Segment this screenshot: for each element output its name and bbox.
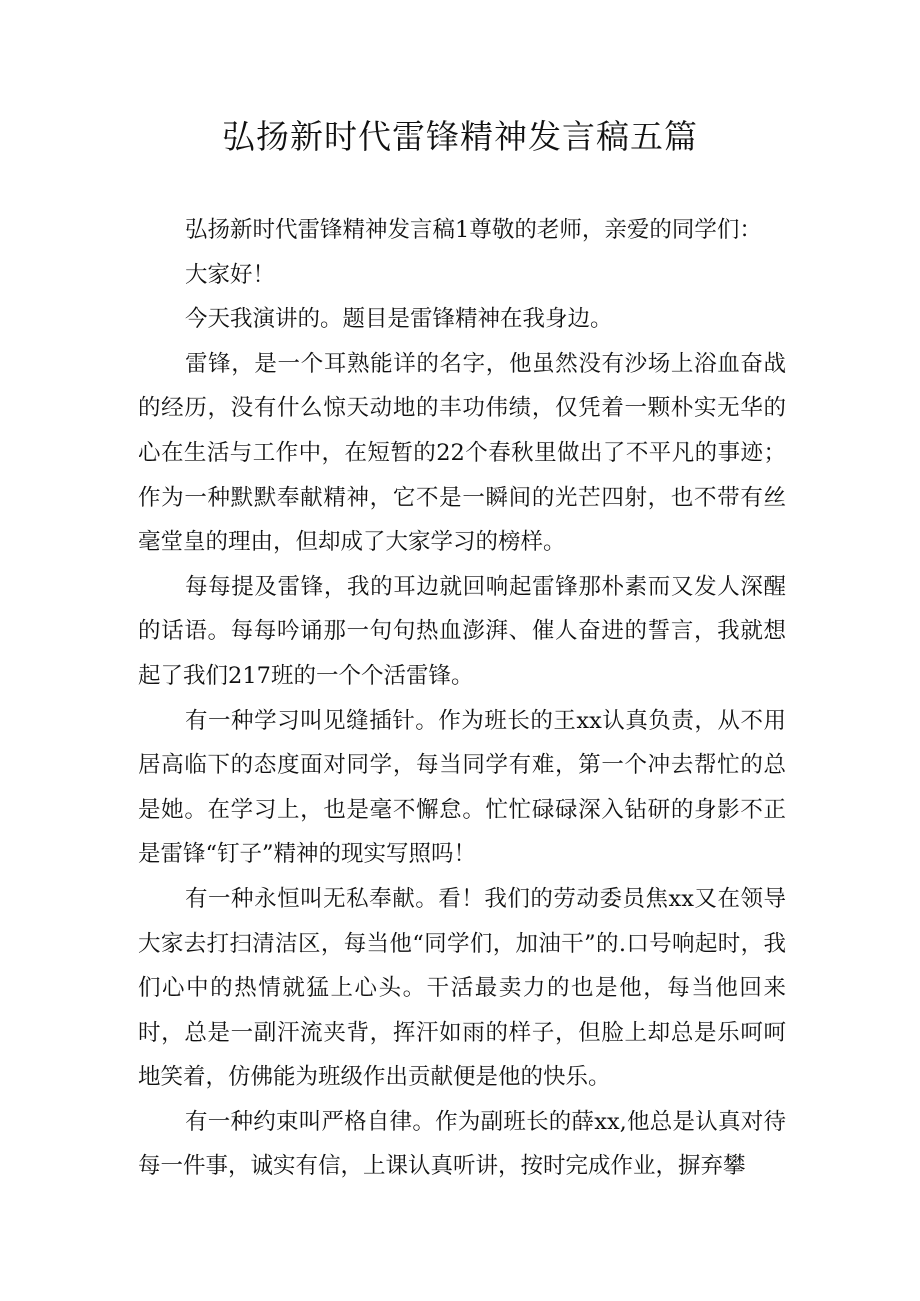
document-body <box>138 208 786 1189</box>
document-title: 弘扬新时代雷锋精神发言稿五篇 <box>222 117 698 156</box>
paragraph-greeting: 大家好！ <box>185 261 276 288</box>
paragraph-class-monitor: 有一种学习叫见缝插针。作为班长的王xx认真负责，从不用居高临下的态度面对同学，每当同学有难，第一个冲去帮忙的总是她。在学习上，也是毫不懈怠。忙忙碌碌深入钻研的身影不正是雷锋“钉子”精神的现实写照吗！ <box>138 707 786 868</box>
paragraph-labor-committee: 有一种永恒叫无私奉献。看！我们的劳动委员焦xx又在领导大家去打扫清洁区，每当他“同学们，加油干”的.口号响起时，我们心中的热情就猛上心头。干活最卖力的也是他，每当他回来时，总是一副汗流夹背，挥汗如雨的样子，但脸上却总是乐呵呵地笑着，仿佛能为班级作出贡献便是他的快乐。 <box>138 885 786 1091</box>
paragraph-leifeng-words: 每每提及雷锋，我的耳边就回响起雷锋那朴素而又发人深醒的话语。每每吟诵那一句句热血澎湃、催人奋进的誓言，我就想起了我们217班的一个个活雷锋。 <box>138 573 786 689</box>
paragraph-vice-monitor: 有一种约束叫严格自律。作为副班长的薛xx,他总是认真对待每一件事，诚实有信，上课认真听讲，按时完成作业，摒弃攀 <box>138 1108 786 1180</box>
paragraph-leifeng-intro: 雷锋，是一个耳熟能详的名字，他虽然没有沙场上浴血奋战的经历，没有什么惊天动地的丰功伟绩，仅凭着一颗朴实无华的心在生活与工作中，在短暂的22个春秋里做出了不平凡的事迹；作为一种默默奉献精神，它不是一瞬间的光芒四射，也不带有丝毫堂皇的理由，但却成了大家学习的榜样。 <box>138 350 786 556</box>
paragraph-topic: 今天我演讲的。题目是雷锋精神在我身边。 <box>185 306 613 333</box>
paragraph-salutation: 弘扬新时代雷锋精神发言稿1尊敬的老师，亲爱的同学们： <box>185 217 762 243</box>
